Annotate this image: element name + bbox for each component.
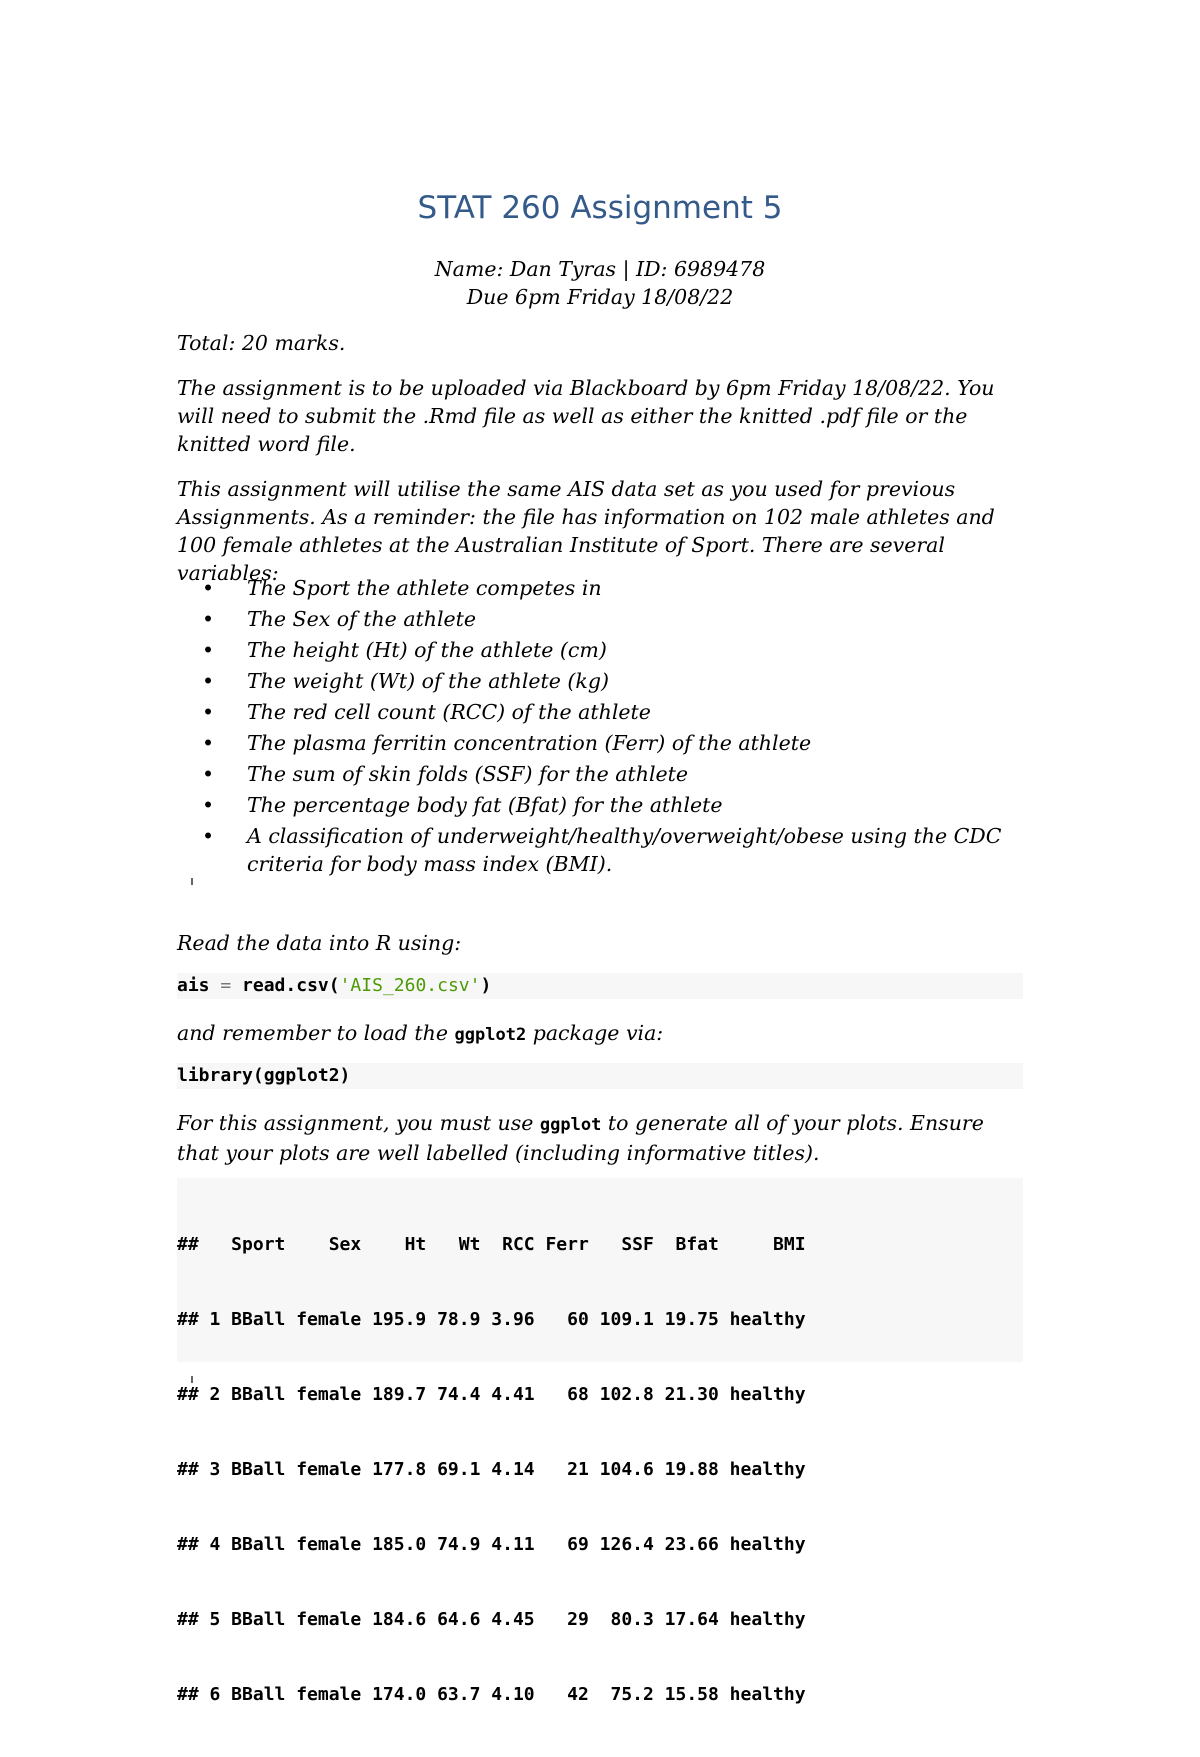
load-instruction: and remember to load the ggplot2 package via:: [177, 1021, 664, 1045]
list-item: • The sum of skin folds (SSF) for the athlete: [177, 760, 1007, 788]
code-operator: =: [220, 975, 232, 996]
plot-instruction: For this assignment, you must use ggplot to generate all of your plots. Ensure that your plots are well labelled (including informative titles).: [177, 1111, 984, 1165]
list-item: • The height (Ht) of the athlete (cm): [177, 636, 1007, 664]
output-row: ## 2 BBall female 189.7 74.4 4.41 68 102.8 21.30 healthy: [177, 1384, 806, 1405]
inline-code: ggplot2: [454, 1025, 527, 1045]
output-header-row: ## Sport Sex Ht Wt RCC Ferr SSF Bfat BMI: [177, 1234, 806, 1255]
due-date-line: Due 6pm Friday 18/08/22: [466, 285, 734, 309]
code-string: 'AIS_260.csv': [339, 975, 481, 996]
paragraph-mark: [191, 878, 193, 885]
list-item: • The weight (Wt) of the athlete (kg): [177, 667, 1007, 695]
document-title: STAT 260 Assignment 5: [417, 190, 783, 226]
total-marks: Total: 20 marks.: [177, 331, 346, 355]
inline-code: ggplot: [539, 1115, 602, 1135]
paragraph-mark: [191, 1376, 193, 1383]
list-item: • The red cell count (RCC) of the athlete: [177, 698, 1007, 726]
list-item: • The plasma ferritin concentration (Ferr) of the athlete: [177, 729, 1007, 757]
list-item: • The Sport the athlete competes in: [177, 574, 1007, 602]
output-row: ## 4 BBall female 185.0 74.9 4.11 69 126.4 23.66 healthy: [177, 1534, 806, 1555]
upload-paragraph: The assignment is to be uploaded via Blackboard by 6pm Friday 18/08/22. You will need to submit the .Rmd file as well as either the knitted .pdf file or the knitted word file.: [177, 376, 995, 456]
variable-list: [177, 574, 1007, 881]
list-item: • The Sex of the athlete: [177, 605, 1007, 633]
output-row: ## 1 BBall female 195.9 78.9 3.96 60 109.1 19.75 healthy: [177, 1309, 806, 1330]
code-close-paren: ): [480, 975, 492, 996]
code-block-read-csv: [177, 973, 1023, 999]
code-output-block: [177, 1178, 1023, 1705]
code-block-library: library(ggplot2): [177, 1063, 1023, 1089]
code-function: read.csv(: [242, 975, 340, 996]
code-variable: ais: [177, 975, 210, 996]
read-instruction: Read the data into R using:: [177, 931, 462, 955]
intro-paragraph: This assignment will utilise the same AIS data set as you used for previous Assignments. As a reminder: the file has information on 102 male athletes and 100 female athletes at the Australian Institute of Sport. There are several variables:: [177, 477, 995, 585]
output-row: ## 6 BBall female 174.0 63.7 4.10 42 75.2 15.58 healthy: [177, 1684, 806, 1705]
list-item: • The percentage body fat (Bfat) for the athlete: [177, 791, 1007, 819]
output-row: ## 3 BBall female 177.8 69.1 4.14 21 104.6 19.88 healthy: [177, 1459, 806, 1480]
name-id-line: Name: Dan Tyras | ID: 6989478: [434, 257, 766, 281]
output-row: ## 5 BBall female 184.6 64.6 4.45 29 80.3 17.64 healthy: [177, 1609, 806, 1630]
list-item: • A classification of underweight/healthy/overweight/obese using the CDC criteria for body mass index (BMI).: [177, 822, 1007, 878]
